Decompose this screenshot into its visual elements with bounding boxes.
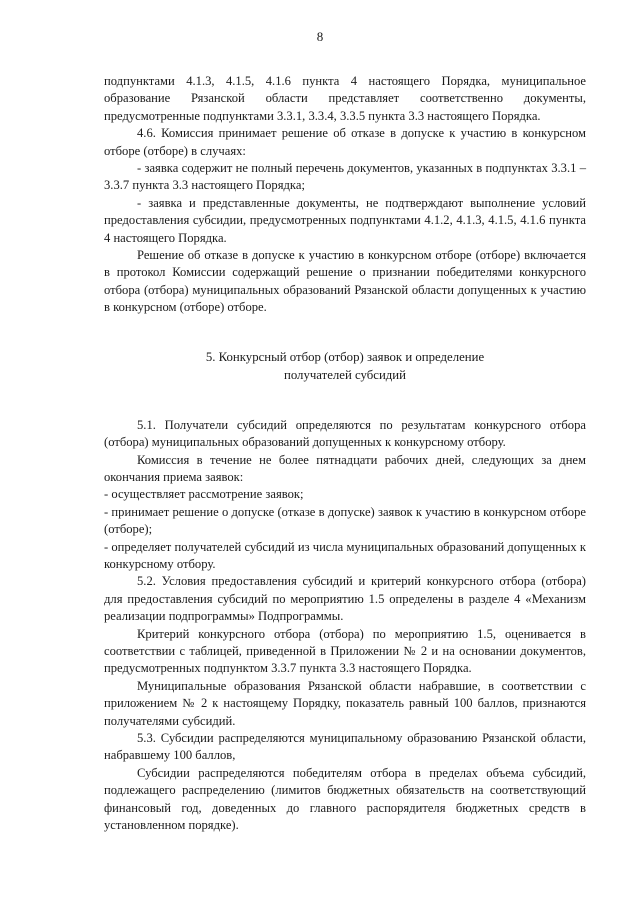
paragraphs-top bbox=[104, 73, 586, 317]
document-body bbox=[104, 73, 586, 834]
paragraph: Муниципальные образования Рязанской области набравшие, в соответствии с приложением № 2 к настоящему Порядку, показатель равный 100 баллов, признаются получателями субсидий. bbox=[104, 678, 586, 728]
paragraph: - осуществляет рассмотрение заявок; bbox=[104, 487, 304, 502]
section-heading-line-2: получателей субсидий bbox=[283, 367, 407, 382]
paragraph: 5.2. Условия предоставления субсидий и критерий конкурсного отбора (отбора) для предоставления субсидий по мероприятию 1.5 определены в разделе 4 «Механизм реализации подпрограммы» Подпрограммы. bbox=[104, 574, 586, 624]
paragraph: - принимает решение о допуске (отказе в допуске) заявок к участию в конкурсном отборе (отборе); bbox=[104, 504, 586, 537]
paragraph: Решение об отказе в допуске к участию в конкурсном отборе (отборе) включается в протокол Комиссии содержащий решение о признании победителями конкурсного отбора (отбора) муниципальных образований Рязанской области допущенных к участию в конкурсном (отборе) отборе. bbox=[104, 248, 586, 315]
page-number: 8 bbox=[316, 29, 324, 44]
section-heading-line-1: 5. Конкурсный отбор (отбор) заявок и определение bbox=[205, 349, 485, 364]
paragraph: - определяет получателей субсидий из числа муниципальных образований допущенных к конкурсному отбору. bbox=[104, 539, 586, 571]
paragraphs-bottom bbox=[104, 417, 586, 835]
paragraph: 5.1. Получатели субсидий определяются по результатам конкурсного отбора (отбора) муниципальных образований допущенных к конкурсному отбору. bbox=[104, 417, 586, 450]
paragraph: - заявка содержит не полный перечень документов, указанных в подпунктах 3.3.1 – 3.3.7 пункта 3.3 настоящего Порядка; bbox=[104, 161, 586, 193]
paragraph: Комиссия в течение не более пятнадцати рабочих дней, следующих за днем окончания приема заявок: bbox=[104, 452, 586, 484]
paragraph: 5.3. Субсидии распределяются муниципальному образованию Рязанской области, набравшему 100 баллов, bbox=[104, 731, 586, 763]
paragraph: Субсидии распределяются победителям отбора в пределах объема субсидий, подлежащего распределению (лимитов бюджетных обязательств на соответствующий финансовый год, доведенных до главного распорядителя бюджетных средств в установленном порядке). bbox=[104, 765, 586, 833]
paragraph: Критерий конкурсного отбора (отбора) по мероприятию 1.5, оценивается в соответствии с таблицей, приведенной в Приложении № 2 и на основании документов, предусмотренных подпунктом 3.3.7 пункта 3.3 настоящего Порядка. bbox=[104, 626, 586, 676]
paragraph: 4.6. Комиссия принимает решение об отказе в допуске к участию в конкурсном отборе (отборе) в случаях: bbox=[104, 126, 586, 158]
paragraph: подпунктами 4.1.3, 4.1.5, 4.1.6 пункта 4 настоящего Порядка, муниципальное образование Рязанской области представляет соответственно документы, предусмотренные подпунктами 3.3.1, 3.3.4, 3.3.5 пункта 3.3 настоящего Порядка. bbox=[104, 74, 586, 123]
paragraph: - заявка и представленные документы, не подтверждают выполнение условий предоставления субсидии, предусмотренных подпунктами 4.1.2, 4.1.3, 4.1.5, 4.1.6 пункта 4 настоящего Порядка. bbox=[104, 195, 586, 245]
section-heading bbox=[104, 348, 586, 384]
